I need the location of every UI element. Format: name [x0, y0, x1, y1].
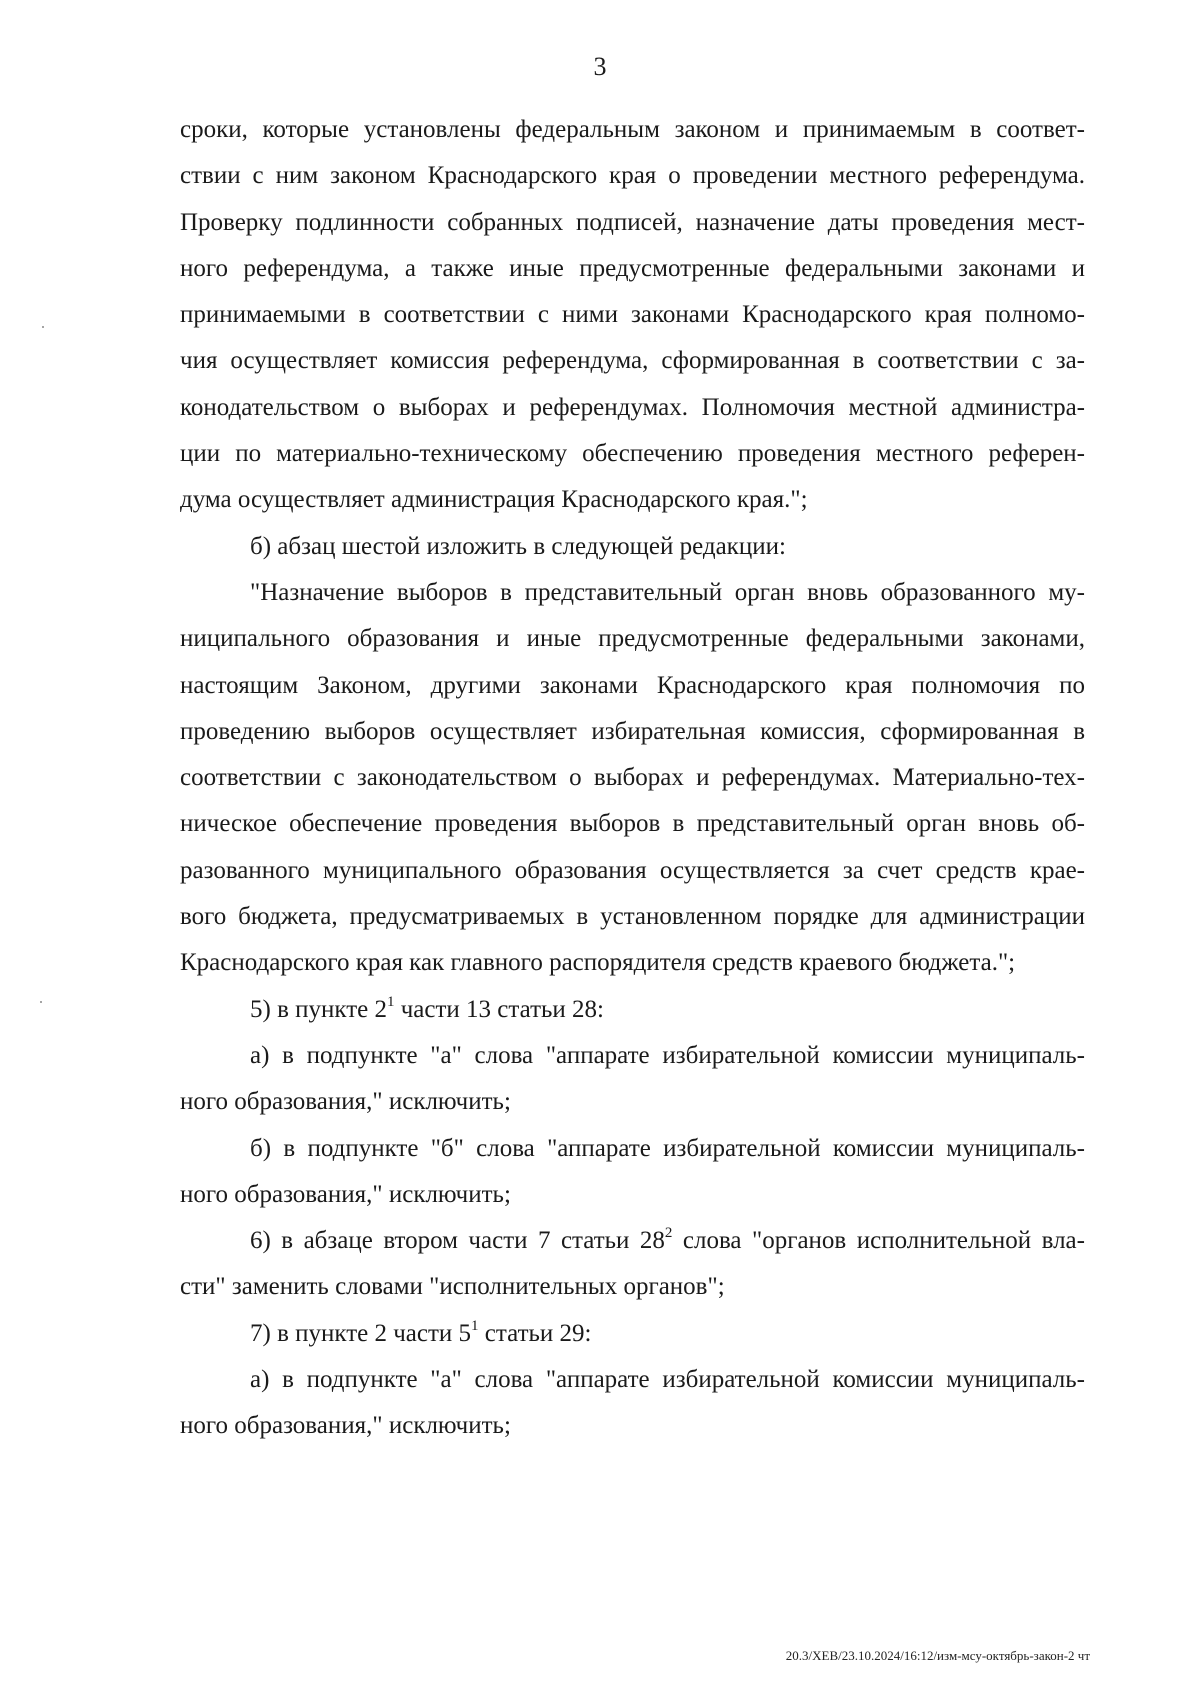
text-line: сроки, которые установлены федеральным законом и принимаемым в соответ- — [180, 116, 1085, 143]
text-line — [180, 1311, 1085, 1357]
scan-speck — [42, 326, 44, 328]
text-line: а) в подпункте "а" слова "аппарате избирательной комиссии муниципаль- — [250, 1041, 1085, 1069]
text-line: ствии с ним законом Краснодарского края о проведении местного референдума. — [180, 162, 1085, 190]
text-line: б) абзац шестой изложить в следующей редакции: — [250, 532, 786, 560]
text-line: конодательством о выборах и референдумах. Полномочия местной администра- — [180, 393, 1085, 421]
text-line: "Назначение выборов в представительный орган вновь образованного му- — [250, 578, 1085, 606]
text-line: ническое обеспечение проведения выборов в представительный орган вновь об- — [180, 810, 1085, 838]
text-line: ции по материально-техническому обеспечению проведения местного референ- — [180, 440, 1085, 468]
document-footer-code: 20.3/ХЕВ/23.10.2024/16:12/изм-мсу-октябрь-закон-2 чт — [785, 1648, 1090, 1663]
superscript-index: 1 — [471, 1317, 479, 1334]
text-segment: слова "органов исполнительной вла- — [672, 1227, 1085, 1255]
scan-speck — [40, 1001, 42, 1003]
text-segment: 7) в пункте 2 части 5 — [250, 1319, 472, 1347]
text-segment: 5) в пункте 2 — [250, 995, 387, 1023]
document-body — [180, 107, 1085, 1450]
text-line: ного образования," исключить; — [180, 1088, 511, 1116]
page-number: 3 — [593, 52, 607, 81]
text-line: ниципального образования и иные предусмотренные федеральными законами, — [180, 625, 1085, 653]
text-line — [180, 987, 1085, 1033]
text-line: настоящим Законом, другими законами Краснодарского края полномочия по — [180, 671, 1085, 699]
text-line: ного образования," исключить; — [180, 1412, 511, 1440]
text-line: Проверку подлинности собранных подписей, назначение даты проведения мест- — [180, 208, 1085, 236]
text-line: ного образования," исключить; — [180, 1180, 511, 1208]
text-line: Краснодарского края как главного распорядителя средств краевого бюджета."; — [180, 949, 1016, 977]
superscript-index: 2 — [664, 1225, 673, 1242]
text-line: проведению выборов осуществляет избирательная комиссия, сформированная в — [180, 717, 1085, 745]
text-line: сти" заменить словами "исполнительных органов"; — [180, 1273, 725, 1301]
text-line: чия осуществляет комиссия референдума, сформированная в соответствии с за- — [180, 347, 1085, 375]
text-line: ного референдума, а также иные предусмотренные федеральными законами и — [180, 254, 1085, 282]
text-line: дума осуществляет администрация Краснодарского края."; — [180, 486, 808, 514]
text-line: разованного муниципального образования осуществляется за счет средств крае- — [180, 856, 1085, 884]
text-line: а) в подпункте "а" слова "аппарате избирательной комиссии муниципаль- — [250, 1366, 1085, 1394]
text-line: принимаемыми в соответствии с ними законами Краснодарского края полномо- — [180, 301, 1085, 329]
text-line: вого бюджета, предусматриваемых в установленном порядке для администрации — [180, 903, 1085, 931]
text-segment: части 13 статьи 28: — [394, 995, 604, 1023]
text-line: соответствии с законодательством о выборах и референдумах. Материально-тех- — [180, 764, 1085, 792]
text-line: б) в подпункте "б" слова "аппарате избирательной комиссии муниципаль- — [250, 1134, 1085, 1162]
text-line — [180, 1218, 1085, 1264]
superscript-index: 1 — [386, 993, 395, 1010]
text-segment: статьи 29: — [478, 1319, 592, 1347]
text-segment: 6) в абзаце втором части 7 статьи 28 — [250, 1227, 665, 1255]
